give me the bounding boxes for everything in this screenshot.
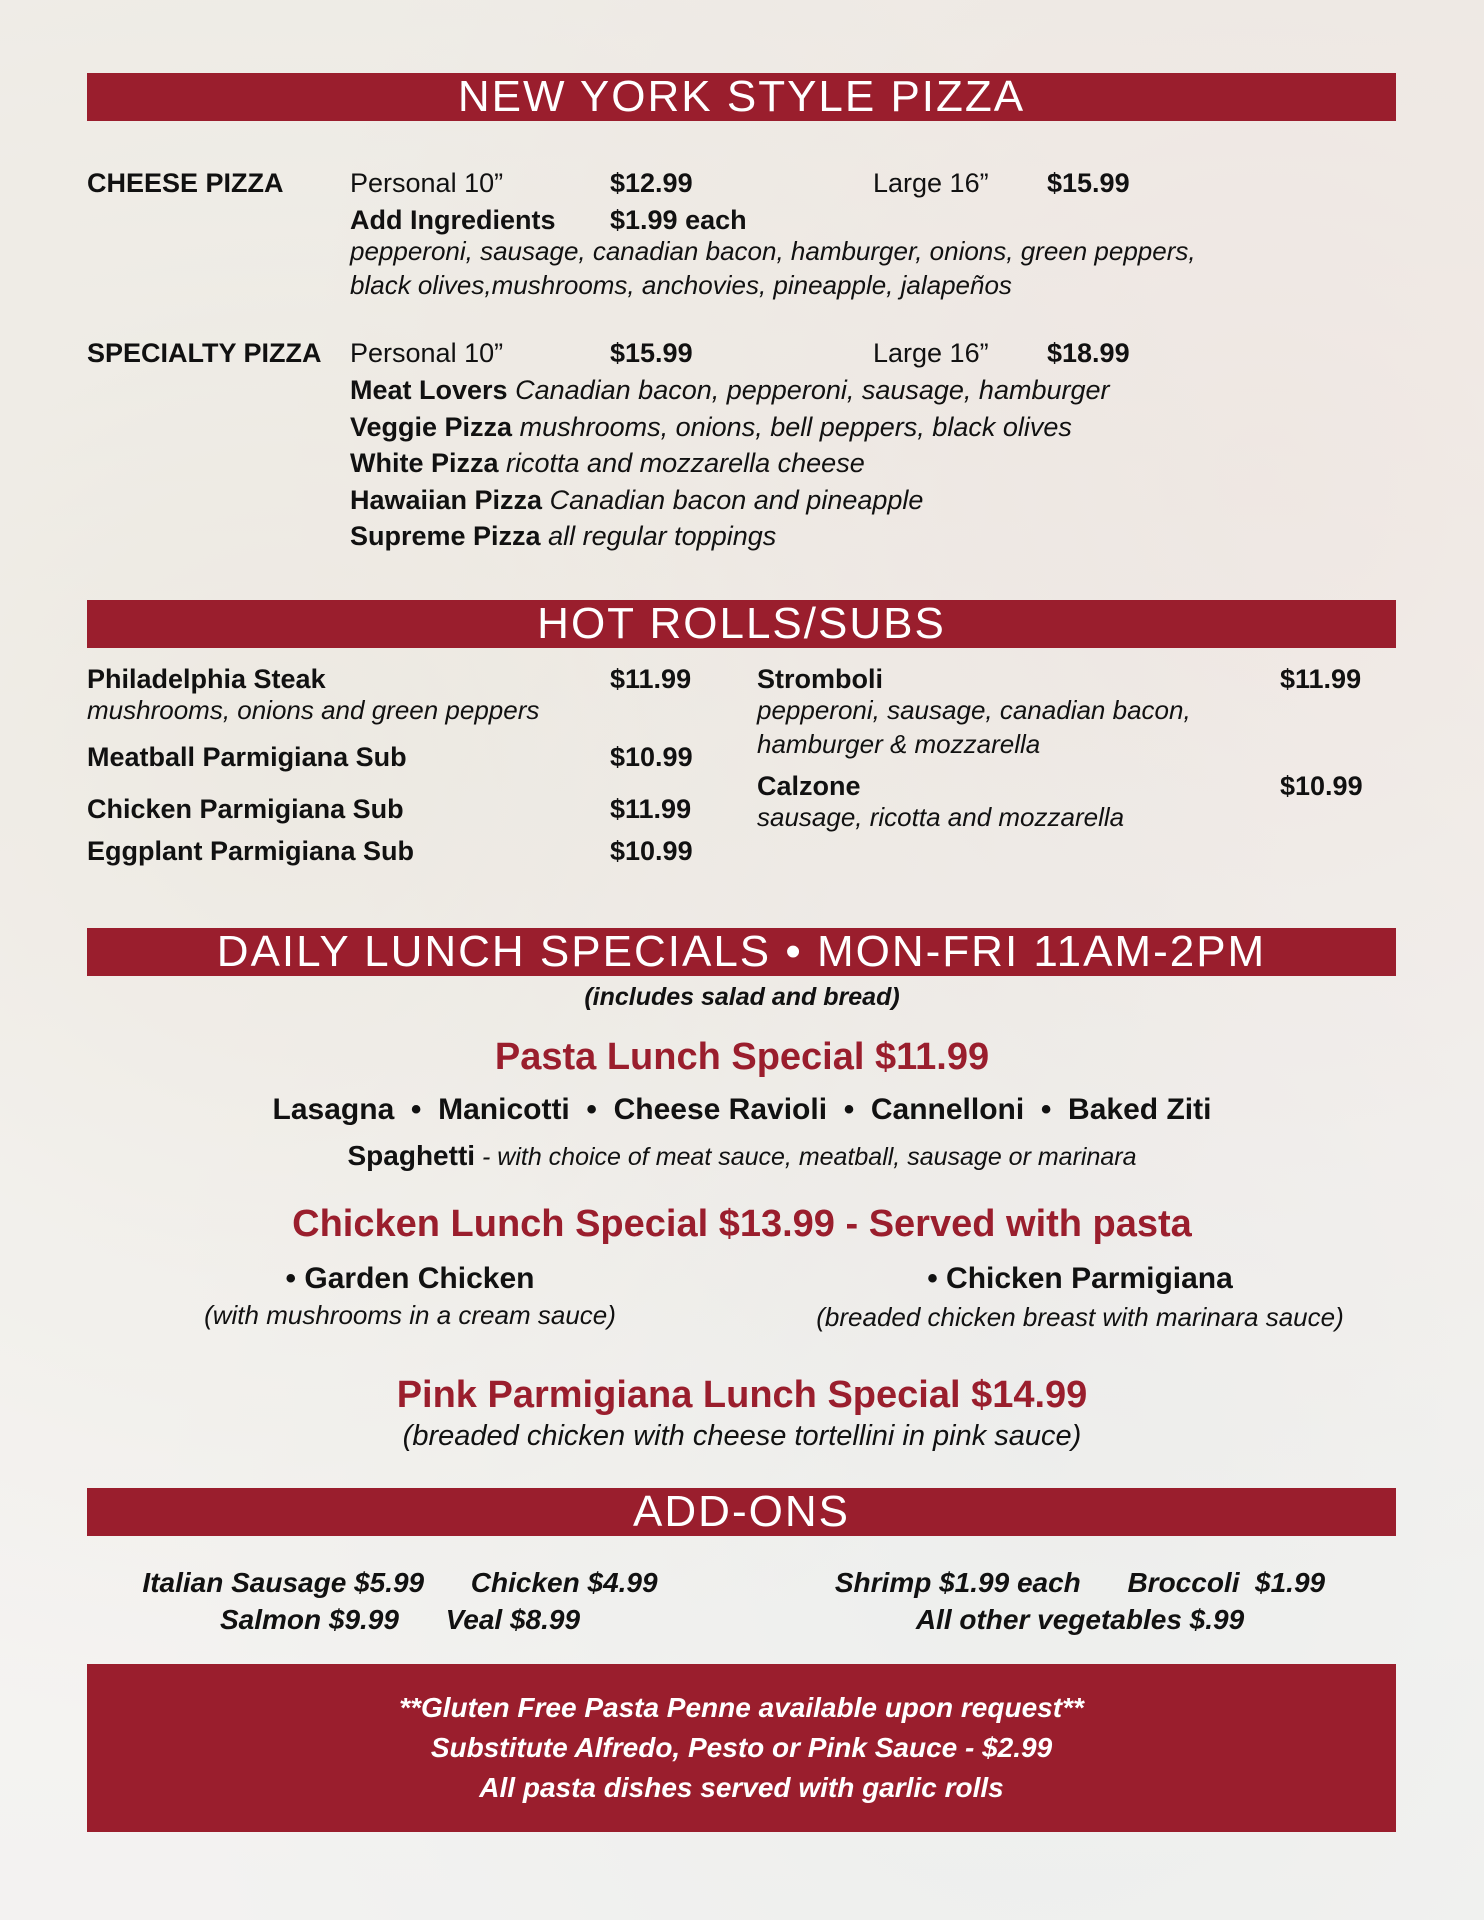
section-header-rolls: HOT ROLLS/SUBS bbox=[87, 600, 1396, 648]
roll-item-desc: sausage, ricotta and mozzarella bbox=[757, 802, 1125, 832]
roll-item-price: $10.99 bbox=[610, 836, 693, 866]
roll-item-price: $10.99 bbox=[610, 742, 693, 772]
chicken-parmigiana: • Chicken Parmigiana bbox=[927, 1262, 1233, 1295]
cheese-personal-size: Personal 10” bbox=[350, 168, 504, 198]
footer-line1: **Gluten Free Pasta Penne available upon request** bbox=[399, 1692, 1084, 1723]
spaghetti-line bbox=[0, 1140, 1484, 1172]
roll-item-desc: pepperoni, sausage, canadian bacon, bbox=[757, 695, 1191, 725]
roll-item-name: Chicken Parmigiana Sub bbox=[87, 794, 404, 824]
roll-item-desc: hamburger & mozzarella bbox=[757, 729, 1041, 759]
roll-item-price: $11.99 bbox=[610, 794, 692, 824]
specialty-personal-price: $15.99 bbox=[610, 338, 693, 368]
specialty-item-name: White Pizza bbox=[350, 448, 499, 478]
section-header-addons: ADD-ONS bbox=[87, 1488, 1396, 1536]
specialty-item bbox=[350, 485, 923, 516]
garden-chicken: • Garden Chicken bbox=[285, 1262, 535, 1295]
specialty-personal-size: Personal 10” bbox=[350, 338, 504, 368]
pasta-options: Lasagna • Manicotti • Cheese Ravioli • Cannelloni • Baked Ziti bbox=[272, 1093, 1212, 1126]
section-header-pizza: NEW YORK STYLE PIZZA bbox=[87, 73, 1396, 121]
cheese-personal-price: $12.99 bbox=[610, 168, 693, 198]
specialty-item-desc: mushrooms, onions, bell peppers, black olives bbox=[519, 412, 1072, 442]
footer-line3: All pasta dishes served with garlic rolls bbox=[479, 1772, 1004, 1803]
specialty-item-name: Hawaiian Pizza bbox=[350, 485, 543, 515]
cheese-large-size: Large 16” bbox=[873, 168, 989, 198]
specialty-item bbox=[350, 412, 1072, 443]
roll-item-name: Meatball Parmigiana Sub bbox=[87, 742, 407, 772]
specialty-large-price: $18.99 bbox=[1047, 338, 1130, 368]
roll-item-price: $10.99 bbox=[1280, 771, 1363, 801]
specialty-item bbox=[350, 375, 1110, 406]
add-ingredients-label: Add Ingredients bbox=[350, 205, 556, 235]
specialty-item bbox=[350, 521, 776, 552]
footer-line2: Substitute Alfredo, Pesto or Pink Sauce - $2.99 bbox=[430, 1732, 1053, 1763]
roll-item-desc: mushrooms, onions and green peppers bbox=[87, 695, 540, 725]
spaghetti-desc: - with choice of meat sauce, meatball, sausage or marinara bbox=[475, 1143, 1137, 1171]
specialty-item-desc: Canadian bacon and pineapple bbox=[549, 485, 924, 515]
roll-item-name: Calzone bbox=[757, 771, 861, 801]
garden-chicken-desc: (with mushrooms in a cream sauce) bbox=[204, 1300, 616, 1330]
specialty-item-name: Meat Lovers bbox=[350, 375, 508, 405]
chicken-special-title: Chicken Lunch Special $13.99 - Served with pasta bbox=[292, 1203, 1192, 1245]
pasta-special-title: Pasta Lunch Special $11.99 bbox=[494, 1036, 990, 1078]
specialty-item-desc: ricotta and mozzarella cheese bbox=[506, 448, 865, 478]
specialty-item bbox=[350, 448, 865, 479]
addons-right-row2: All other vegetables $.99 bbox=[915, 1604, 1245, 1635]
cheese-pizza-label: CHEESE PIZZA bbox=[87, 168, 284, 198]
specialty-item-name: Supreme Pizza bbox=[350, 521, 541, 551]
pink-special-title: Pink Parmigiana Lunch Special $14.99 bbox=[396, 1374, 1088, 1416]
footer-notes-box bbox=[87, 1664, 1396, 1832]
chicken-parmigiana-desc: (breaded chicken breast with marinara sauce) bbox=[816, 1302, 1344, 1332]
lunch-note: (includes salad and bread) bbox=[584, 983, 900, 1011]
specialty-item-desc: all regular toppings bbox=[548, 521, 777, 551]
roll-item-name: Stromboli bbox=[757, 664, 883, 694]
roll-item-price: $11.99 bbox=[610, 664, 692, 694]
pink-special-desc: (breaded chicken with cheese tortellini in pink sauce) bbox=[402, 1420, 1082, 1452]
add-ingredients-price: $1.99 each bbox=[610, 205, 747, 235]
addons-left-row2: Salmon $9.99 Veal $8.99 bbox=[219, 1604, 581, 1635]
spaghetti-name: Spaghetti bbox=[347, 1140, 476, 1171]
section-header-lunch: DAILY LUNCH SPECIALS • MON-FRI 11AM-2PM bbox=[87, 928, 1396, 976]
ingredients-list-line2: black olives,mushrooms, anchovies, pineapple, jalapeños bbox=[350, 270, 1012, 300]
specialty-item-name: Veggie Pizza bbox=[350, 412, 513, 442]
addons-right-row1: Shrimp $1.99 each Broccoli $1.99 bbox=[834, 1567, 1326, 1598]
specialty-item-desc: Canadian bacon, pepperoni, sausage, hamburger bbox=[515, 375, 1110, 405]
cheese-large-price: $15.99 bbox=[1047, 168, 1130, 198]
roll-item-name: Eggplant Parmigiana Sub bbox=[87, 836, 415, 866]
roll-item-name: Philadelphia Steak bbox=[87, 664, 326, 694]
specialty-large-size: Large 16” bbox=[873, 338, 989, 368]
roll-item-price: $11.99 bbox=[1280, 664, 1362, 694]
specialty-pizza-label: SPECIALTY PIZZA bbox=[87, 338, 322, 368]
addons-left-row1: Italian Sausage $5.99 Chicken $4.99 bbox=[142, 1567, 658, 1598]
ingredients-list-line1: pepperoni, sausage, canadian bacon, hamburger, onions, green peppers, bbox=[350, 236, 1196, 266]
